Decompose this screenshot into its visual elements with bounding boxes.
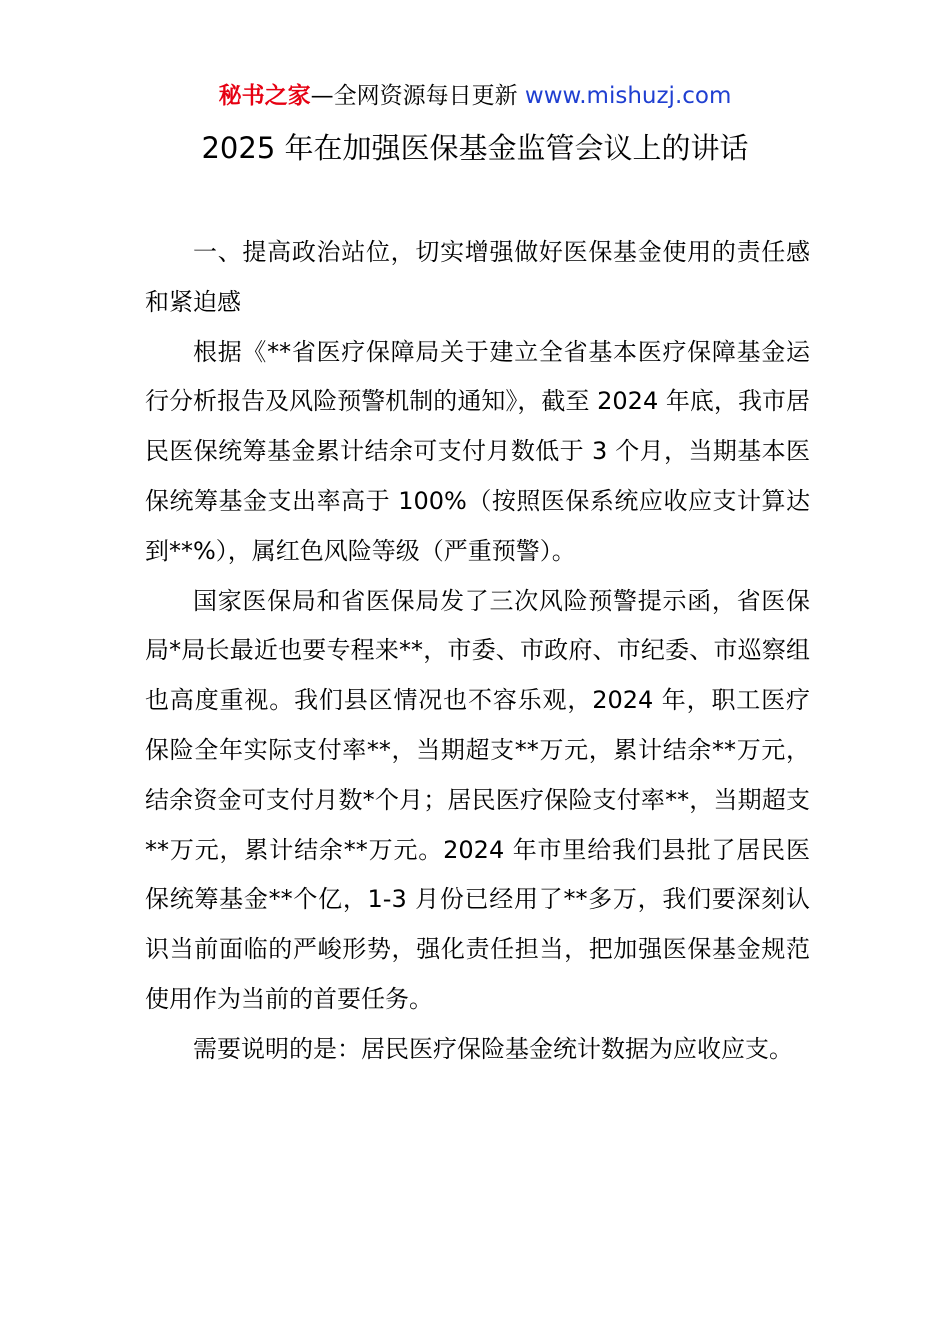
document-body [145, 228, 810, 1075]
site-brand: 秘书之家 [218, 83, 311, 109]
paragraph: 需要说明的是：居民医疗保险基金统计数据为应收应支。 [193, 1034, 793, 1063]
site-header [0, 80, 950, 112]
paragraph: 国家医保局和省医保局发了三次风险预警提示函，省医保局*局长最近也要专程来**，市委、市政府、市纪委、市巡察组也高度重视。我们县区情况也不容乐观，2024 年，职工医疗保险全年实际支付率**，当期超支**万元，累计结余**万元，结余资金可支付月数*个月；居民医疗保险支付率**，当期超支**万元，累计结余**万元。2024 年市里给我们县批了居民医保统筹基金**个亿，1-3 月份已经用了**多万，我们要深刻认识当前面临的严峻形势，强化责任担当，把加强医保基金规范使用作为当前的首要任务。 [145, 586, 810, 1013]
document-title: 2025 年在加强医保基金监管会议上的讲话 [201, 131, 749, 165]
section-heading: 一、提高政治站位，切实增强做好医保基金使用的责任感和紧迫感 [145, 238, 810, 316]
site-tagline: —全网资源每日更新 [310, 83, 525, 109]
paragraph: 根据《**省医疗保障局关于建立全省基本医疗保障基金运行分析报告及风险预警机制的通知》，截至 2024 年底，我市居民医保统筹基金累计结余可支付月数低于 3 个月，当期基本医保统筹基金支出率高于 100%（按照医保系统应收应支计算达到**%），属红色风险等级（严重预警）。 [145, 337, 810, 565]
site-url-link[interactable]: www.mishuzj.com [524, 83, 732, 109]
